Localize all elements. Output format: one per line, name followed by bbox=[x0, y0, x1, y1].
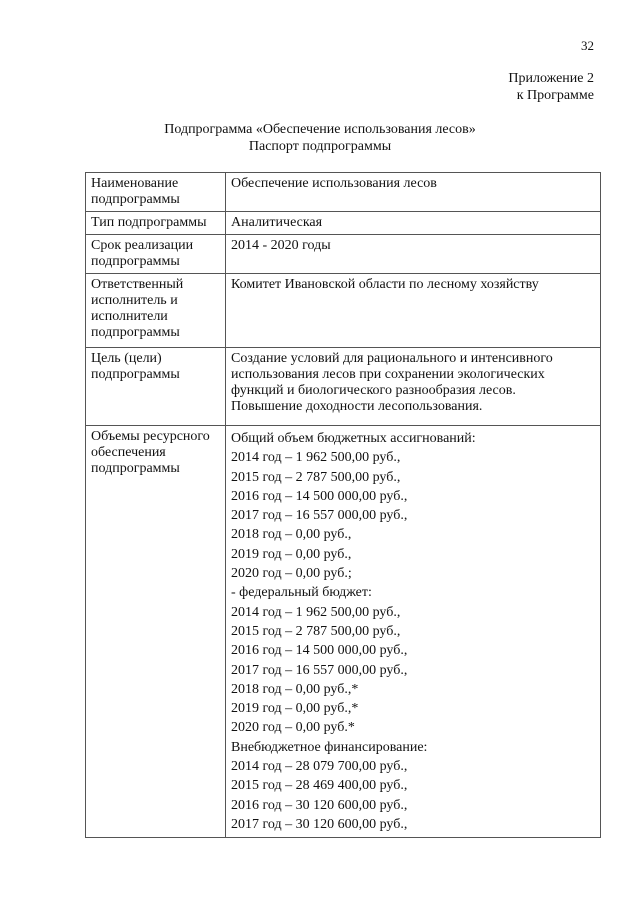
document-title: Подпрограмма «Обеспечение использования лесов» bbox=[164, 122, 476, 137]
label-line: обеспечения bbox=[91, 445, 166, 460]
value-line: 2019 год – 0,00 руб., bbox=[231, 546, 352, 562]
passport-table bbox=[85, 172, 601, 838]
value-line: - федеральный бюджет: bbox=[231, 585, 372, 601]
label-line: Тип подпрограммы bbox=[91, 215, 207, 230]
label-line: Срок реализации bbox=[91, 238, 194, 253]
row-value-term bbox=[226, 235, 601, 274]
appendix-line-1: Приложение 2 bbox=[508, 71, 594, 86]
appendix-reference bbox=[508, 70, 594, 104]
value-line: 2017 год – 30 120 600,00 руб., bbox=[231, 816, 408, 832]
value-line: Повышение доходности лесопользования. bbox=[231, 399, 483, 414]
value-line: 2017 год – 16 557 000,00 руб., bbox=[231, 508, 408, 524]
document-subtitle: Паспорт подпрограммы bbox=[248, 139, 392, 154]
row-value-volumes bbox=[226, 426, 601, 838]
value-line: 2016 год – 14 500 000,00 руб., bbox=[231, 488, 408, 504]
table-row bbox=[86, 173, 601, 212]
row-value-type bbox=[226, 212, 601, 235]
label-line: Цель (цели) bbox=[91, 351, 162, 366]
table-row bbox=[86, 235, 601, 274]
label-line: исполнитель и bbox=[91, 293, 178, 308]
label-line: исполнители bbox=[91, 309, 168, 324]
page-number: 32 bbox=[581, 38, 594, 53]
value-line: Общий объем бюджетных ассигнований: bbox=[231, 431, 476, 446]
label-line: подпрограммы bbox=[91, 192, 180, 207]
label-line: подпрограммы bbox=[91, 461, 180, 476]
value-line: Создание условий для рационального и интенсивного bbox=[231, 351, 553, 366]
label-line: Наименование bbox=[91, 176, 179, 191]
value-line: 2016 год – 30 120 600,00 руб., bbox=[231, 797, 408, 813]
value-line: Внебюджетное финансирование: bbox=[231, 739, 428, 755]
value-line: Комитет Ивановской области по лесному хозяйству bbox=[231, 277, 539, 292]
value-line: 2014 год – 28 079 700,00 руб., bbox=[231, 759, 408, 775]
value-line: 2020 год – 0,00 руб.* bbox=[231, 720, 355, 736]
label-line: подпрограммы bbox=[91, 367, 180, 382]
table-row bbox=[86, 426, 601, 838]
row-value-goal bbox=[226, 348, 601, 426]
value-line: 2015 год – 28 469 400,00 руб., bbox=[231, 778, 408, 794]
value-line: Аналитическая bbox=[231, 215, 323, 230]
table-row bbox=[86, 348, 601, 426]
row-value-name bbox=[226, 173, 601, 212]
row-label-term bbox=[86, 235, 226, 274]
label-line: Объемы ресурсного bbox=[91, 429, 210, 444]
value-line: 2018 год – 0,00 руб., bbox=[231, 527, 352, 543]
value-line: 2015 год – 2 787 500,00 руб., bbox=[231, 623, 401, 639]
row-label-goal bbox=[86, 348, 226, 426]
value-line: 2017 год – 16 557 000,00 руб., bbox=[231, 662, 408, 678]
value-line: Обеспечение использования лесов bbox=[231, 176, 437, 191]
value-line: функций и биологического разнообразия лесов. bbox=[231, 383, 516, 398]
value-line: 2014 - 2020 годы bbox=[231, 238, 331, 253]
appendix-line-2: к Программе bbox=[516, 88, 594, 103]
value-line: 2020 год – 0,00 руб.; bbox=[231, 566, 352, 582]
table-row bbox=[86, 274, 601, 348]
value-line: 2015 год – 2 787 500,00 руб., bbox=[231, 469, 401, 485]
document-heading bbox=[0, 121, 640, 155]
row-label-executor bbox=[86, 274, 226, 348]
value-line: 2014 год – 1 962 500,00 руб., bbox=[231, 604, 401, 620]
row-label-volumes bbox=[86, 426, 226, 838]
label-line: подпрограммы bbox=[91, 325, 180, 340]
row-value-executor bbox=[226, 274, 601, 348]
value-line: 2016 год – 14 500 000,00 руб., bbox=[231, 643, 408, 659]
label-line: Ответственный bbox=[91, 277, 184, 292]
value-line: 2014 год – 1 962 500,00 руб., bbox=[231, 450, 401, 466]
value-line: 2019 год – 0,00 руб.,* bbox=[231, 701, 359, 717]
value-line: использования лесов при сохранении экологических bbox=[231, 367, 545, 382]
table-row bbox=[86, 212, 601, 235]
value-line: 2018 год – 0,00 руб.,* bbox=[231, 681, 359, 697]
label-line: подпрограммы bbox=[91, 254, 180, 269]
row-label-name bbox=[86, 173, 226, 212]
row-label-type bbox=[86, 212, 226, 235]
